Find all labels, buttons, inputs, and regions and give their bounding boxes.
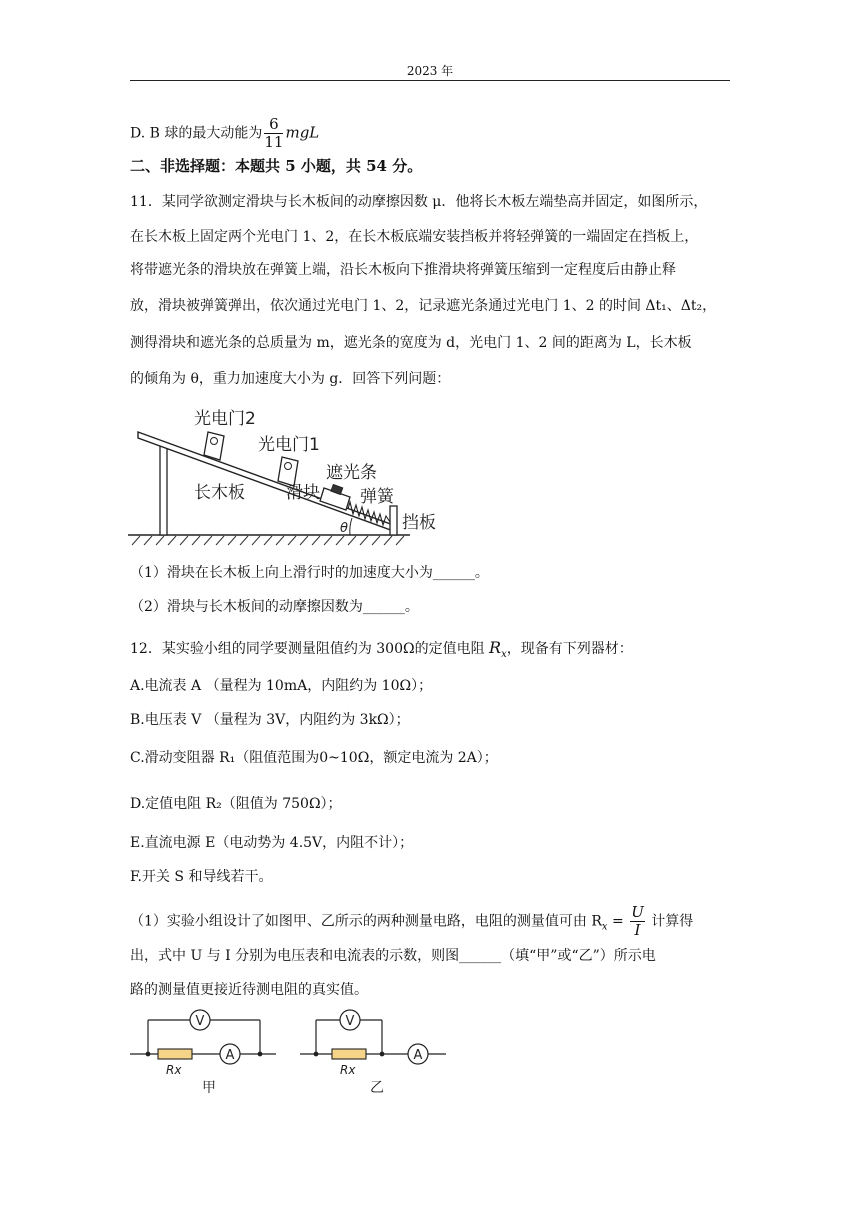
q12-item-e: E.直流电源 E（电动势为 4.5V，内阻不计）；: [130, 835, 414, 851]
resistor-yi-label: Rx: [340, 1063, 356, 1077]
q12-sub1-line1: [130, 904, 730, 939]
q11-sub2: （2）滑块与长木板间的动摩擦因数为______。: [130, 599, 419, 615]
circuit-jia: [128, 1008, 288, 1096]
q12-frac-den: I: [634, 921, 641, 939]
photogate-2: [204, 432, 224, 460]
q12-item-f: F.开关 S 和导线若干。: [130, 869, 273, 885]
q12-intro-var: R: [489, 638, 502, 657]
q12-intro-post: ，现备有下列器材：: [506, 641, 633, 657]
label-stopper: 挡板: [402, 513, 436, 533]
label-board: 长木板: [194, 483, 245, 503]
q12-sub1-post: 计算得: [646, 913, 694, 930]
q12-item-b: B.电压表 V （量程为 3V，内阻约为 3kΩ）；: [130, 712, 410, 728]
q11-line-4: 放，滑块被弹簧弹出，依次通过光电门 1、2，记录遮光条通过光电门 1、2 的时间 Δt₁、Δt₂，: [130, 298, 717, 314]
voltmeter-jia-label: V: [195, 1014, 205, 1029]
stopper-plate: [390, 506, 397, 535]
page-header-year: 2023 年: [406, 64, 454, 78]
q10-option-d: [130, 116, 730, 151]
q10-frac-tail: mgL: [285, 123, 320, 142]
ammeter-jia-label: A: [225, 1048, 235, 1063]
q12-sub1-eq: =: [607, 913, 629, 930]
label-slider: 滑块: [286, 483, 320, 503]
resistor-jia: [158, 1049, 192, 1059]
label-spring: 弹簧: [360, 487, 394, 507]
label-jia: 甲: [202, 1080, 216, 1096]
q12-intro-sub: x: [501, 648, 507, 660]
ammeter-yi-label: A: [413, 1048, 423, 1063]
q11-line-1: 11．某同学欲测定滑块与长木板间的动摩擦因数 μ．他将长木板左端垫高并固定，如图所示，: [130, 194, 708, 210]
q11-sub1: （1）滑块在长木板上向上滑行时的加速度大小为______。: [130, 565, 489, 581]
q10-fraction: [264, 116, 283, 151]
support-post: [160, 444, 167, 535]
resistor-yi: [332, 1049, 366, 1059]
q11-incline-figure: [128, 402, 448, 550]
header-rule: [130, 80, 730, 81]
q12-sub1-pre: （1）实验小组设计了如图甲、乙所示的两种测量电路，电阻的测量值可由 R: [130, 913, 602, 930]
q12-sub1-line2: 出，式中 U 与 I 分别为电压表和电流表的示数，则图______（填“甲”或“乙”）所示电: [130, 948, 656, 964]
q11-line-5: 测得滑块和遮光条的总质量为 m，遮光条的宽度为 d，光电门 1、2 间的距离为 L，长木板: [130, 335, 692, 351]
q12-sub1-line3: 路的测量值更接近待测电阻的真实值。: [130, 982, 368, 998]
angle-arc: [350, 518, 352, 535]
q11-line-2: 在长木板上固定两个光电门 1、2，在长木板底端安装挡板并将轻弹簧的一端固定在挡板上，: [130, 229, 699, 245]
q12-sub1-fraction: [630, 904, 645, 939]
label-yi: 乙: [370, 1080, 384, 1096]
label-strip: 遮光条: [326, 463, 377, 483]
section2-title: 二、非选择题：本题共 5 小题，共 54 分。: [130, 157, 423, 175]
q11-line-3: 将带遮光条的滑块放在弹簧上端，沿长木板向下推滑块将弹簧压缩到一定程度后由静止释: [130, 262, 676, 278]
q11-line-6: 的倾角为 θ，重力加速度大小为 g．回答下列问题：: [130, 371, 451, 387]
q12-intro: [130, 638, 730, 665]
q10-frac-den: 11: [264, 133, 284, 151]
label-gate2: 光电门2: [194, 409, 256, 429]
q12-item-a: A.电流表 A （量程为 10mA，内阻约为 10Ω）；: [130, 678, 433, 694]
q12-item-c: C.滑动变阻器 R₁（阻值范围为0~10Ω，额定电流为 2A）；: [130, 750, 498, 766]
ground-hatch: [132, 536, 404, 545]
resistor-jia-label: Rx: [166, 1063, 182, 1077]
label-gate1: 光电门1: [258, 435, 320, 455]
q12-item-d: D.定值电阻 R₂（阻值为 750Ω）；: [130, 796, 342, 812]
q10-frac-num: 6: [264, 116, 283, 134]
circuit-yi: [298, 1008, 458, 1096]
photogate-1: [278, 457, 298, 486]
q10-option-d-text: D. B 球的最大动能为: [130, 125, 263, 142]
label-angle: θ: [340, 521, 348, 536]
voltmeter-yi-label: V: [345, 1014, 355, 1029]
q12-intro-pre: 12．某实验小组的同学要测量阻值约为 300Ω的定值电阻: [130, 641, 490, 657]
q12-sub1-sub: x: [601, 921, 608, 933]
q12-frac-num: U: [631, 903, 644, 921]
